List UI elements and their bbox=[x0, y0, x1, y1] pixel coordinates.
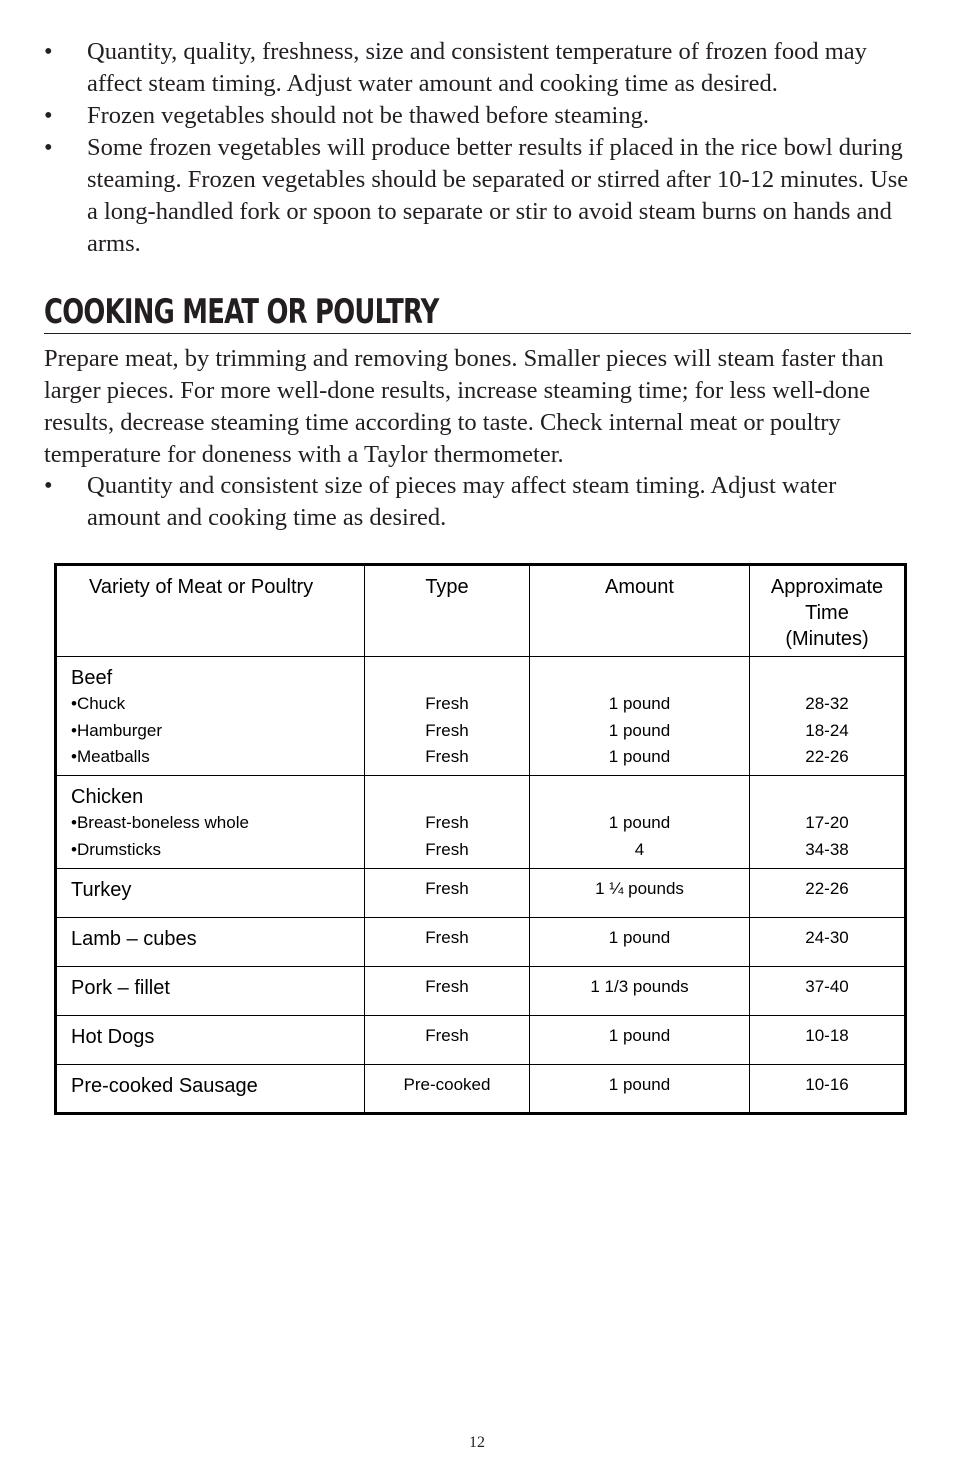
bullet-icon: • bbox=[44, 472, 53, 499]
list-item: • Quantity, quality, freshness, size and consistent temperature of frozen food may affect steam timing. Adjust water amount and cooking time as desired. bbox=[44, 38, 867, 97]
frozen-food-tips-list bbox=[44, 36, 914, 260]
header-amount: Amount bbox=[530, 565, 750, 657]
section-intro: Prepare meat, by trimming and removing bones. Smaller pieces will steam faster than larger pieces. For more well-done results, increase steaming time; for less well-done results, decrease steaming time according to taste. Check internal meat or poultry temperature for doneness with a Taylor thermometer. bbox=[44, 345, 884, 468]
meat-tips-list bbox=[44, 470, 914, 534]
table-row-chicken bbox=[56, 776, 906, 869]
table-row: Turkey Fresh 1 ¼ pounds 22-26 bbox=[56, 869, 906, 918]
beef-time-cell: 28-32 18-24 22-26 bbox=[750, 657, 906, 776]
table-row: Pork – fillet Fresh 1 1/3 pounds 37-40 bbox=[56, 967, 906, 1016]
list-item: • Quantity and consistent size of pieces may affect steam timing. Adjust water amount and cooking time as desired. bbox=[44, 472, 837, 531]
section-title: COOKING MEAT OR POULTRY bbox=[44, 292, 439, 332]
table-row: Hot Dogs Fresh 1 pound 10-18 bbox=[56, 1016, 906, 1065]
meat-steaming-table bbox=[54, 563, 907, 1115]
beef-type-cell: Fresh Fresh Fresh bbox=[365, 657, 530, 776]
bullet-icon: • bbox=[44, 38, 53, 65]
list-item: • Some frozen vegetables will produce better results if placed in the rice bowl during steaming. Frozen vegetables should be separated or stirred after 10-12 minutes. Use a long-handled fork or spoon to separate or stir to avoid steam burns on hands and arms. bbox=[44, 134, 909, 257]
table-row: Pre-cooked Sausage Pre-cooked 1 pound 10-16 bbox=[56, 1065, 906, 1114]
table-row: Lamb – cubes Fresh 1 pound 24-30 bbox=[56, 918, 906, 967]
beef-amount-cell: 1 pound 1 pound 1 pound bbox=[530, 657, 750, 776]
chicken-type-cell: Fresh Fresh bbox=[365, 776, 530, 869]
bullet-icon: • bbox=[44, 102, 53, 129]
header-time: Approximate Time (Minutes) bbox=[750, 565, 906, 657]
header-variety: Variety of Meat or Poultry bbox=[56, 565, 365, 657]
beef-cell: Beef •Chuck •Hamburger •Meatballs bbox=[56, 657, 365, 776]
bullet-icon: • bbox=[44, 134, 53, 161]
chicken-time-cell: 17-20 34-38 bbox=[750, 776, 906, 869]
header-type: Type bbox=[365, 565, 530, 657]
table-header-row bbox=[56, 565, 906, 657]
chicken-amount-cell: 1 pound 4 bbox=[530, 776, 750, 869]
chicken-cell: Chicken •Breast-boneless whole •Drumsticks bbox=[56, 776, 365, 869]
section-heading bbox=[44, 292, 911, 334]
table-row-beef bbox=[56, 657, 906, 776]
page-number: 12 bbox=[469, 1434, 485, 1451]
list-item: • Frozen vegetables should not be thawed before steaming. bbox=[44, 100, 914, 132]
